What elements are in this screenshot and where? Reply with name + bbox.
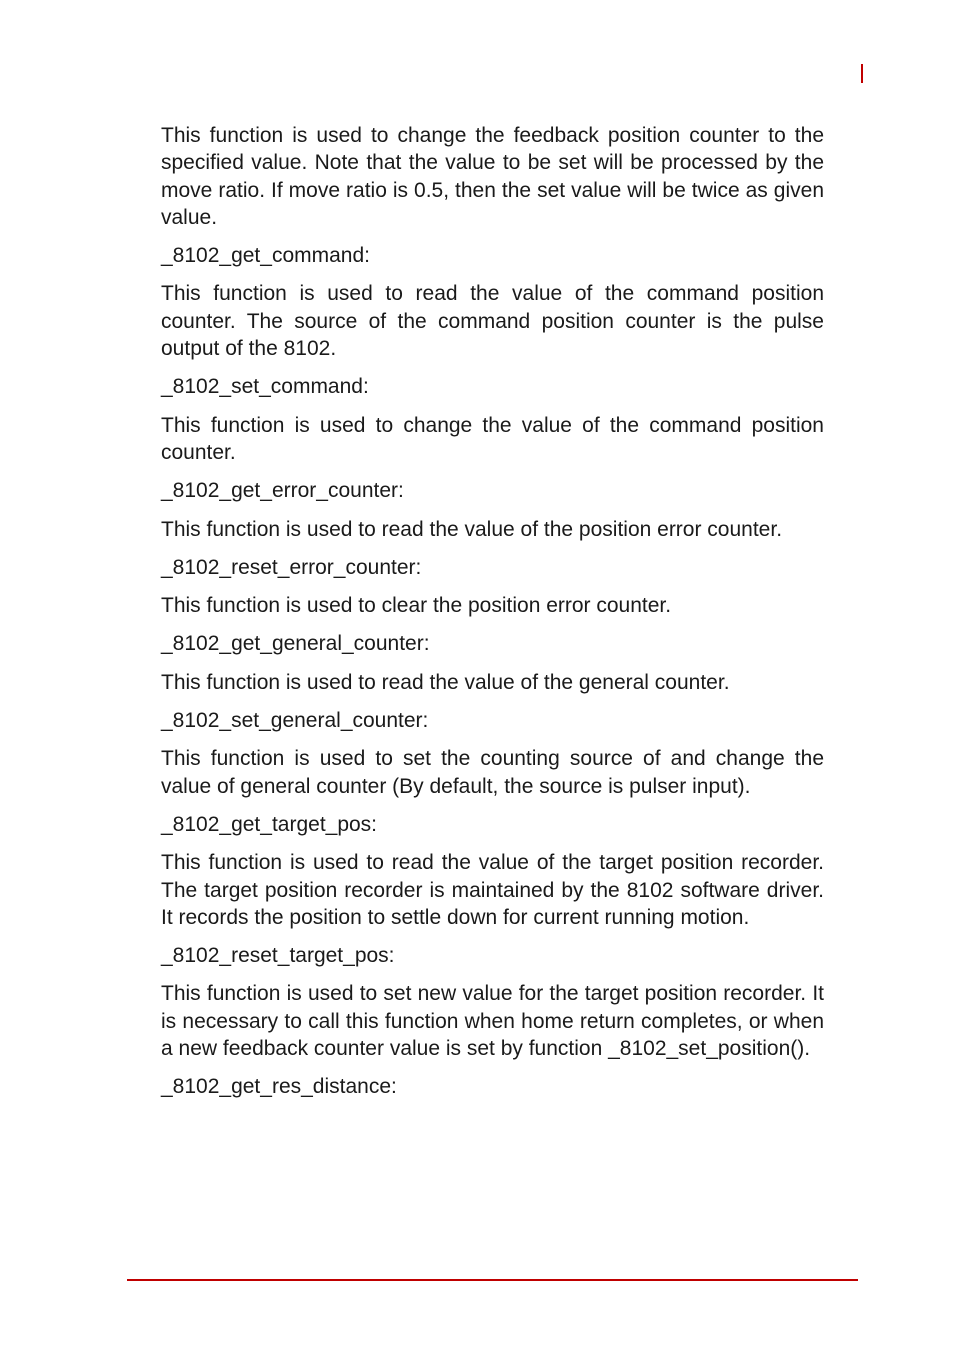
function-description: This function is used to read the value of the target position recorder. The target position recorder is maintained by the 8102 software driver. It records the position to settle down for current running motion. [161,851,824,929]
function-name: _8102_get_target_pos: [161,812,378,836]
header-accent-mark [861,64,863,83]
function-name: _8102_set_general_counter: [161,709,429,733]
function-name: _8102_reset_target_pos: [161,944,395,968]
function-name: _8102_get_general_counter: [161,632,430,656]
function-name: _8102_reset_error_counter: [161,555,422,579]
function-description: This function is used to change the value of the command position counter. [161,413,824,464]
function-description: This function is used to read the value of the position error counter. [161,517,783,541]
intro-paragraph: This function is used to change the feedback position counter to the specified value. Note that the value to be set will be processed by the move ratio. If move ratio is 0.5, then the set value will be twice as given value. [161,124,824,229]
function-description: This function is used to read the value of the command position counter. The source of the command position counter is the pulse output of the 8102. [161,282,824,361]
function-description: This function is used to clear the position error counter. [161,594,672,618]
function-description: This function is used to set the counting source of and change the value of general counter (By default, the source is pulser input). [161,747,824,798]
function-name: _8102_get_res_distance: [161,1075,397,1099]
document-body [161,122,824,1112]
function-name: _8102_get_command: [161,244,370,268]
function-description: This function is used to read the value of the general counter. [161,670,730,694]
function-description: This function is used to set new value for the target position recorder. It is necessary to call this function when home return completes, or when a new feedback counter value is set by function _8102_set_position(). [161,982,824,1061]
function-name: _8102_set_command: [161,375,369,399]
footer-rule [127,1279,858,1281]
function-name: _8102_get_error_counter: [161,479,404,503]
